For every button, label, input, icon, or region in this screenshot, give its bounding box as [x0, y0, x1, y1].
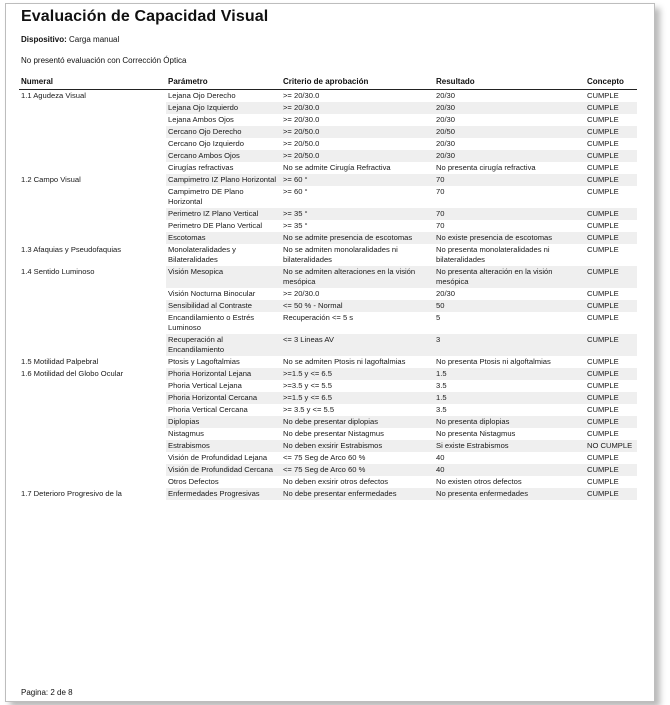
concept-cell: CUMPLE [587, 289, 619, 298]
table-row [19, 90, 637, 103]
parameter-cell: Phoria Horizontal Lejana [166, 368, 281, 380]
parameter-cell: Cercano Ojo Izquierdo [168, 139, 244, 148]
criterion-cell: >=1.5 y <= 6.5 [281, 392, 434, 404]
criterion-cell: No se admite presencia de escotomas [281, 232, 434, 244]
result-cell: 70 [436, 221, 445, 230]
criterion-cell: >= 60 ° [283, 187, 308, 196]
result-cell: 1.5 [434, 368, 585, 380]
criterion-cell: No debe presentar enfermedades [281, 488, 434, 500]
parameter-cell: Cirugías refractivas [168, 163, 234, 172]
concept-cell: CUMPLE [585, 334, 637, 356]
parameter-cell: Encandilamiento o Estrés Luminoso [168, 313, 255, 332]
table-row [19, 452, 637, 464]
numeral-cell: 1.5 Motilidad Palpebral [19, 356, 166, 368]
criterion-cell: No deben exsirir Estrabismos [281, 440, 434, 452]
result-cell: No presenta diplopias [434, 416, 585, 428]
criterion-cell: <= 50 % - Normal [281, 300, 434, 312]
criterion-cell: No se admiten alteraciones en la visión mesópica [281, 266, 434, 288]
table-row [19, 368, 637, 380]
table-row [19, 464, 637, 476]
numeral-cell [19, 440, 166, 452]
numeral-cell [19, 186, 166, 208]
numeral-cell [19, 138, 166, 150]
concept-cell: CUMPLE [587, 405, 619, 414]
numeral-cell [19, 380, 166, 392]
result-cell: Si existe Estrabismos [434, 440, 585, 452]
parameter-cell: Cercano Ojo Derecho [166, 126, 281, 138]
criterion-cell: >= 20/50.0 [281, 126, 434, 138]
concept-cell: CUMPLE [585, 266, 637, 288]
concept-cell: CUMPLE [587, 245, 619, 254]
criterion-cell: >= 20/50.0 [281, 150, 434, 162]
results-table [19, 75, 637, 500]
table-header-row [19, 75, 637, 90]
concept-cell: CUMPLE [585, 126, 637, 138]
criterion-cell: >= 20/50.0 [283, 139, 320, 148]
table-row [19, 220, 637, 232]
numeral-cell [19, 208, 166, 220]
header-criterio: Criterio de aprobación [281, 75, 434, 90]
device-label: Dispositivo: [21, 35, 67, 44]
result-cell: 40 [434, 464, 585, 476]
result-cell: 20/30 [436, 139, 456, 148]
concept-cell: CUMPLE [587, 139, 619, 148]
concept-cell: CUMPLE [585, 368, 637, 380]
concept-cell: CUMPLE [585, 150, 637, 162]
numeral-cell: 1.4 Sentido Luminoso [19, 266, 166, 288]
criterion-cell: >= 35 ° [281, 208, 434, 220]
concept-cell: CUMPLE [587, 91, 619, 100]
table-row [19, 208, 637, 220]
table-row [19, 138, 637, 150]
result-cell: 3 [434, 334, 585, 356]
result-cell: No presenta alteración en la visión mesópica [434, 266, 585, 288]
parameter-cell: Sensibilidad al Contraste [166, 300, 281, 312]
numeral-cell [19, 416, 166, 428]
concept-cell: CUMPLE [587, 453, 619, 462]
parameter-cell: Phoria Vertical Cercana [168, 405, 248, 414]
numeral-cell [19, 300, 166, 312]
concept-cell: CUMPLE [587, 477, 619, 486]
concept-cell: CUMPLE [587, 163, 619, 172]
result-cell: 70 [434, 174, 585, 186]
numeral-cell [19, 232, 166, 244]
table-row [19, 356, 637, 368]
parameter-cell: Estrabismos [166, 440, 281, 452]
parameter-cell: Campimetro IZ Plano Horizontal [166, 174, 281, 186]
table-row [19, 334, 637, 356]
result-cell: 70 [434, 208, 585, 220]
numeral-cell [19, 220, 166, 232]
table-row [19, 440, 637, 452]
concept-cell: CUMPLE [585, 392, 637, 404]
numeral-cell [19, 404, 166, 416]
concept-cell: NO CUMPLE [585, 440, 637, 452]
numeral-cell [19, 126, 166, 138]
parameter-cell: Nistagmus [168, 429, 204, 438]
result-cell: 50 [434, 300, 585, 312]
result-cell: 3.5 [436, 405, 447, 414]
table-row [19, 162, 637, 174]
table-body [19, 90, 637, 501]
criterion-cell: Recuperación <= 5 s [283, 313, 354, 322]
report-page [5, 3, 655, 702]
criterion-cell: <= 3 Lineas AV [281, 334, 434, 356]
table-row [19, 428, 637, 440]
concept-cell: CUMPLE [585, 232, 637, 244]
criterion-cell: >=3.5 y <= 5.5 [283, 381, 332, 390]
numeral-cell [19, 288, 166, 300]
parameter-cell: Diplopias [166, 416, 281, 428]
concept-cell: CUMPLE [587, 187, 619, 196]
table-row [19, 126, 637, 138]
result-cell: 70 [436, 187, 445, 196]
result-cell: 40 [436, 453, 445, 462]
parameter-cell: Lejana Ojo Izquierdo [166, 102, 281, 114]
criterion-cell: <= 75 Seg de Arco 60 % [281, 464, 434, 476]
parameter-cell: Perimetro IZ Plano Vertical [166, 208, 281, 220]
criterion-cell: >= 35 ° [283, 221, 308, 230]
device-line [21, 35, 119, 44]
header-concepto: Concepto [585, 75, 637, 90]
parameter-cell: Phoria Vertical Lejana [168, 381, 242, 390]
parameter-cell: Visión Nocturna Binocular [168, 289, 256, 298]
table-row [19, 266, 637, 288]
criterion-cell: <= 75 Seg de Arco 60 % [283, 453, 366, 462]
parameter-cell: Otros Defectos [168, 477, 219, 486]
parameter-cell: Lejana Ojo Derecho [168, 91, 236, 100]
concept-cell: CUMPLE [585, 300, 637, 312]
result-cell: 20/30 [436, 91, 456, 100]
criterion-cell: No se admite Cirugía Refractiva [283, 163, 391, 172]
table-row [19, 150, 637, 162]
table-row [19, 300, 637, 312]
parameter-cell: Ptosis y Lagoftalmias [168, 357, 240, 366]
numeral-cell: 1.7 Deterioro Progresivo de la [19, 488, 166, 500]
table-row [19, 102, 637, 114]
parameter-cell: Lejana Ambos Ojos [168, 115, 234, 124]
report-title: Evaluación de Capacidad Visual [21, 8, 269, 25]
numeral-cell [19, 102, 166, 114]
parameter-cell: Perimetro DE Plano Vertical [168, 221, 263, 230]
header-resultado: Resultado [434, 75, 585, 90]
concept-cell: CUMPLE [585, 416, 637, 428]
table-row [19, 416, 637, 428]
device-value: Carga manual [69, 35, 120, 44]
concept-cell: CUMPLE [585, 488, 637, 500]
criterion-cell: No deben exsirir otros defectos [283, 477, 389, 486]
numeral-cell: 1.6 Motilidad del Globo Ocular [19, 368, 166, 380]
parameter-cell: Visión de Profundidad Lejana [168, 453, 268, 462]
table-row [19, 312, 637, 334]
numeral-cell [19, 476, 166, 488]
result-cell: No presenta monolateralidades ni bilateralidades [436, 245, 550, 264]
table-row [19, 488, 637, 500]
criterion-cell: No debe presentar diplopias [281, 416, 434, 428]
result-cell: 3.5 [436, 381, 447, 390]
criterion-cell: >= 20/30.0 [283, 91, 320, 100]
concept-cell: CUMPLE [585, 102, 637, 114]
table-row [19, 476, 637, 488]
result-cell: 20/50 [434, 126, 585, 138]
concept-cell: CUMPLE [587, 357, 619, 366]
result-cell: No existen otros defectos [436, 477, 522, 486]
concept-cell: CUMPLE [585, 174, 637, 186]
numeral-cell [19, 392, 166, 404]
table-row [19, 288, 637, 300]
parameter-cell: Visión Mesopica [166, 266, 281, 288]
header-parametro: Parámetro [166, 75, 281, 90]
parameter-cell: Recuperación al Encandilamiento [166, 334, 281, 356]
criterion-cell: No se admiten Ptosis ni lagoftalmias [283, 357, 406, 366]
criterion-cell: >= 60 ° [281, 174, 434, 186]
concept-cell: CUMPLE [587, 313, 619, 322]
table-row [19, 114, 637, 126]
parameter-cell: Cercano Ambos Ojos [166, 150, 281, 162]
result-cell: No existe presencia de escotomas [434, 232, 585, 244]
parameter-cell: Visión de Profundidad Cercana [166, 464, 281, 476]
result-cell: No presenta cirugía refractiva [436, 163, 536, 172]
numeral-cell [19, 334, 166, 356]
criterion-cell: No debe presentar Nistagmus [283, 429, 384, 438]
table-row [19, 404, 637, 416]
table-row [19, 186, 637, 208]
result-cell: 20/30 [436, 115, 456, 124]
criterion-cell: No se admiten monolaralidades ni bilateralidades [283, 245, 398, 264]
parameter-cell: Phoria Horizontal Cercana [166, 392, 281, 404]
result-cell: 20/30 [434, 102, 585, 114]
numeral-cell [19, 464, 166, 476]
concept-cell: CUMPLE [587, 221, 619, 230]
concept-cell: CUMPLE [587, 381, 619, 390]
result-cell: 1.5 [434, 392, 585, 404]
result-cell: No presenta Ptosis ni algoftalmias [436, 357, 551, 366]
numeral-cell [19, 162, 166, 174]
numeral-cell: 1.2 Campo Visual [19, 174, 166, 186]
result-cell: 20/30 [434, 150, 585, 162]
parameter-cell: Enfermedades Progresivas [166, 488, 281, 500]
numeral-cell: 1.1 Agudeza Visual [19, 90, 166, 103]
optical-correction-note: No presentó evaluación con Corrección Óptica [21, 56, 187, 65]
criterion-cell: >=1.5 y <= 6.5 [281, 368, 434, 380]
table-row [19, 392, 637, 404]
numeral-cell [19, 452, 166, 464]
result-cell: 20/30 [436, 289, 456, 298]
concept-cell: CUMPLE [587, 429, 619, 438]
table-row [19, 174, 637, 186]
parameter-cell: Campimetro DE Plano Horizontal [168, 187, 244, 206]
criterion-cell: >= 20/30.0 [283, 115, 320, 124]
table-row [19, 380, 637, 392]
numeral-cell [19, 150, 166, 162]
parameter-cell: Escotomas [166, 232, 281, 244]
criterion-cell: >= 3.5 y <= 5.5 [283, 405, 335, 414]
numeral-cell [19, 428, 166, 440]
concept-cell: CUMPLE [585, 208, 637, 220]
numeral-cell [19, 312, 166, 334]
concept-cell: CUMPLE [587, 115, 619, 124]
result-cell: No presenta Nistagmus [436, 429, 516, 438]
parameter-cell: Monolateralidades y Bilateralidades [168, 245, 236, 264]
criterion-cell: >= 20/30.0 [283, 289, 320, 298]
numeral-cell [19, 114, 166, 126]
page-number: Pagina: 2 de 8 [21, 688, 73, 697]
criterion-cell: >= 20/30.0 [281, 102, 434, 114]
concept-cell: CUMPLE [585, 464, 637, 476]
result-cell: 5 [436, 313, 441, 322]
numeral-cell: 1.3 Afaquias y Pseudofaquias [19, 244, 166, 266]
header-numeral: Numeral [19, 75, 166, 90]
table-row [19, 244, 637, 266]
result-cell: No presenta enfermedades [434, 488, 585, 500]
table-row [19, 232, 637, 244]
